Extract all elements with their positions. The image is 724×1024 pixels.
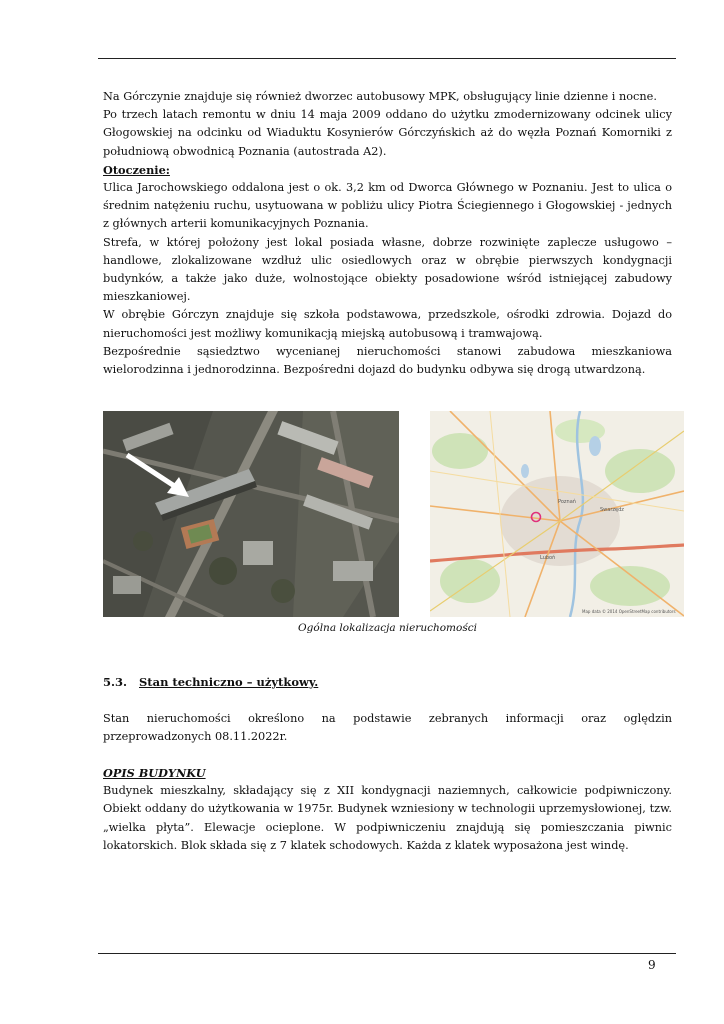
- opis-text: Budynek mieszkalny, składający się z XII kondygnacji naziemnych, całkowicie podpiwniczony. Obiekt oddany do użytkowania w 1975r. Budynek wzniesiony w technologii uprzemysłowionej, tzw. „wielka płyta”. Elewacje ocieplone. W podpiwniczeniu znajdują się pomieszczania piwnic lokatorskich. Blok składa się z 7 klatek schodowych. Każda z klatek wyposażona jest windę.: [103, 784, 672, 852]
- subheading-otoczenie: Otoczenie:: [103, 162, 170, 177]
- paragraph: Na Górczynie znajduje się również dworzec autobusowy MPK, obsługujący linie dzienne i nocne.: [103, 90, 657, 103]
- aerial-photo: [103, 411, 399, 617]
- paragraph: Bezpośrednie sąsiedztwo wycenianej nieruchomości stanowi zabudowa mieszkaniowa wielorodzinna i jednorodzinna. Bezpośredni dojazd do budynku odbywa się drogą utwardzoną.: [103, 344, 672, 377]
- header-rule: [98, 58, 676, 59]
- section-paragraph: Stan nieruchomości określono na podstawie zebranych informacji oraz oględzin przeprowadzonych 08.11.2022r.: [103, 712, 672, 744]
- paragraph: W obrębie Górczyn znajduje się szkoła podstawowa, przedszkole, ośrodki zdrowia. Dojazd do nieruchomości jest możliwy komunikacją miejską autobusową i tramwajową.: [103, 308, 672, 340]
- map-attribution: Map data © 2014 OpenStreetMap contributors: [582, 609, 676, 614]
- paragraph: Strefa, w której położony jest lokal posiada własne, dobrze rozwinięte zaplecze usługowo – handlowe, zlokalizowane wzdłuż ulic osiedlowych oraz w obrębie pierwszych kondygnacji budynków, a także jako duże, wolnostojące obiekty posadowione wśród istniejącej zabudowy mieszkaniowej.: [103, 235, 672, 304]
- image-caption: Ogólna lokalizacja nieruchomości: [298, 622, 477, 634]
- opis-budynku: [103, 764, 672, 855]
- section-heading: [103, 675, 318, 689]
- location-images: [103, 411, 684, 617]
- page-number: 9: [648, 958, 656, 972]
- body-text: [103, 88, 672, 379]
- opis-heading: OPIS BUDYNKU: [103, 766, 206, 780]
- map-label-city: Poznań: [558, 499, 576, 505]
- paragraph: Po trzech latach remontu w dniu 14 maja 2009 oddano do użytku zmodernizowany odcinek ulicy Głogowskiej na odcinku od Wiaduktu Kosynierów Górczyńskich aż do węzła Poznań Komorniki z południową obwodnicą Poznania (autostrada A2).: [103, 108, 672, 158]
- footer-rule: [98, 953, 676, 954]
- map-label-swarzedz: Swarzędz: [600, 507, 624, 513]
- section-title: Stan techniczno – użytkowy.: [139, 675, 319, 689]
- map-label-lubon: Luboń: [540, 555, 556, 561]
- overview-map: [430, 411, 684, 617]
- paragraph: Ulica Jarochowskiego oddalona jest o ok. 3,2 km od Dworca Głównego w Poznaniu. Jest to ulica o średnim natężeniu ruchu, usytuowana w pobliżu ulicy Piotra Ściegiennego i Głogowskiej - jednych z głównych arterii komunikacyjnych Poznania.: [103, 181, 672, 231]
- section-number: 5.3.: [103, 675, 128, 689]
